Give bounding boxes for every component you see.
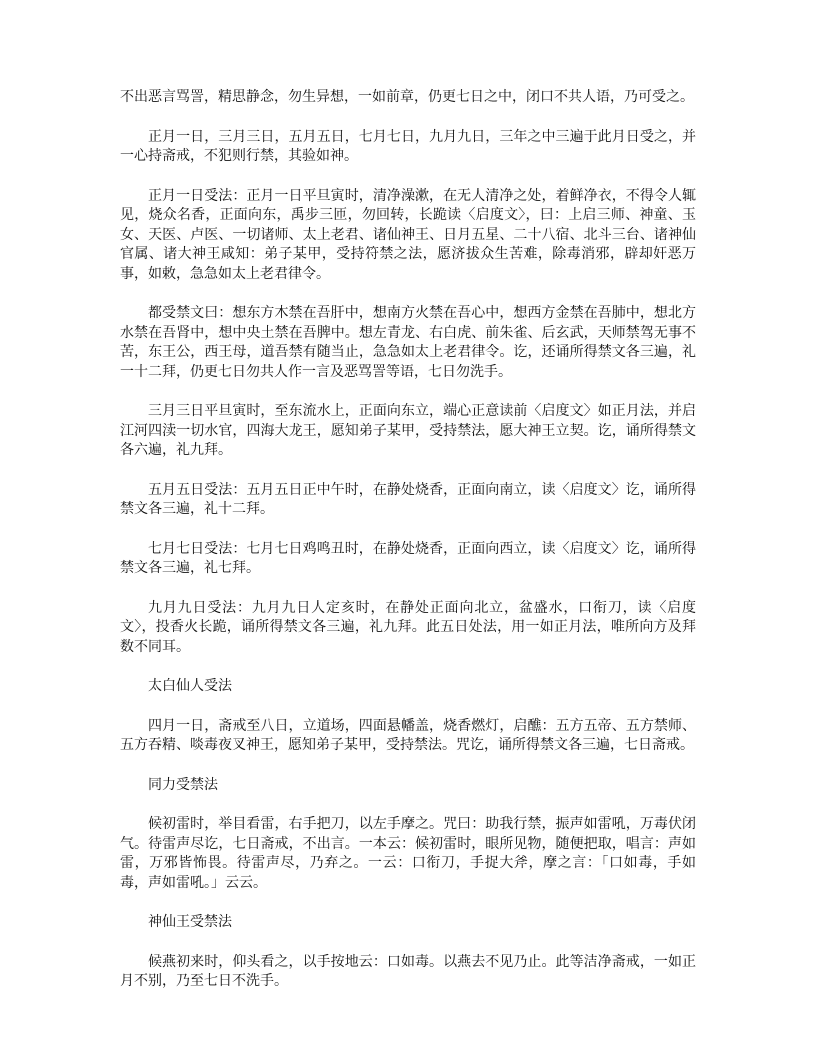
section-heading-taibai: 太白仙人受法: [148, 678, 232, 694]
paragraph-third-month-method: 三月三日平旦寅时，至东流水上，正面向东立，端心正意读前〈启度文〉如正月法，并启江河四渎一切水官，四海大龙王，愿知弟子某甲，受持禁法，愿大神王立契。讫，诵所得禁文各六遍，礼九拜。: [120, 403, 696, 458]
section-heading-tongli: 同力受禁法: [148, 776, 218, 793]
paragraph-first-month-method: 正月一日受法：正月一日平旦寅时，清净澡漱，在无人清净之处，着鲜净衣，不得令人辄见，烧众名香，正面向东，禹步三匝，勿回转，长跪读〈启度文〉，曰：上启三师、神童、玉女、天医、卢医、一切诸师、太上老君、诸仙神王、日月五星、二十八宿、北斗三台、诸神仙官属、诸大神王咸知：弟子某甲，受持符禁之法，愿济拔众生苦难，除毒消邪，辟却奸恶万事，如敕，急急如太上老君律令。: [120, 187, 696, 282]
paragraph-fifth-month-method: 五月五日受法：五月五日正中午时，在静处烧香，正面向南立，读〈启度文〉讫，诵所得禁文各三遍，礼十二拜。: [120, 481, 696, 517]
paragraph-continuation: 不出恶言骂詈，精思静念，勿生异想，一如前章，仍更七日之中，闭口不共人语，乃可受之。: [120, 89, 694, 105]
paragraph-tongli-method: 候初雷时，举目看雷，右手把刀，以左手摩之。咒曰：助我行禁，振声如雷吼，万毒伏闭气。待雷声尽讫，七日斋戒，不出言。一本云：候初雷时，眼所见物，随便把取，唱言：声如雷，万邪皆怖畏。待雷声尽，乃弃之。一云：口衔刀，手捉大斧，摩之言：「口如毒，手如毒，声如雷吼。」云云。: [120, 816, 696, 891]
paragraph-shenxian-method: 候燕初来时，仰头看之，以手按地云：口如毒。以燕去不见乃止。此等洁净斋戒，一如正月不别，乃至七日不洗手。: [120, 953, 696, 989]
paragraph-festival-days: 正月一日，三月三日，五月五日，七月七日，九月九日，三年之中三遍于此月日受之，并一心持斋戒，不犯则行禁，其验如神。: [120, 128, 696, 164]
document-page: [120, 88, 696, 1012]
paragraph-taibai-method: 四月一日，斋戒至八日，立道场，四面悬幡盖，烧香燃灯，启醮：五方五帝、五方禁师、五方吞精、啖毒夜叉神王，愿知弟子某甲，受持禁法。咒讫，诵所得禁文各三遍，七日斋戒。: [120, 717, 696, 753]
paragraph-general-prohibition-text: 都受禁文曰：想东方木禁在吾肝中，想南方火禁在吾心中，想西方金禁在吾肺中，想北方水禁在吾肾中，想中央土禁在吾脾中。想左青龙、右白虎、前朱雀、后玄武，天师禁驾无事不苦，东王公，西王母，道吾禁有随当止，急急如太上老君律令。讫，还诵所得禁文各三遍，礼一十二拜，仍更七日勿共人作一言及恶骂詈等语，七日勿洗手。: [120, 305, 696, 380]
section-heading-shenxian: 神仙王受禁法: [148, 914, 232, 930]
paragraph-seventh-month-method: 七月七日受法：七月七日鸡鸣丑时，在静处烧香，正面向西立，读〈启度文〉讫，诵所得禁文各三遍，礼七拜。: [120, 540, 696, 576]
paragraph-ninth-month-method: 九月九日受法：九月九日人定亥时，在静处正面向北立，盆盛水，口衔刀，读〈启度文〉，投香火长跪，诵所得禁文各三遍，礼九拜。此五日处法，用一如正月法，唯所向方及拜数不同耳。: [120, 599, 696, 655]
